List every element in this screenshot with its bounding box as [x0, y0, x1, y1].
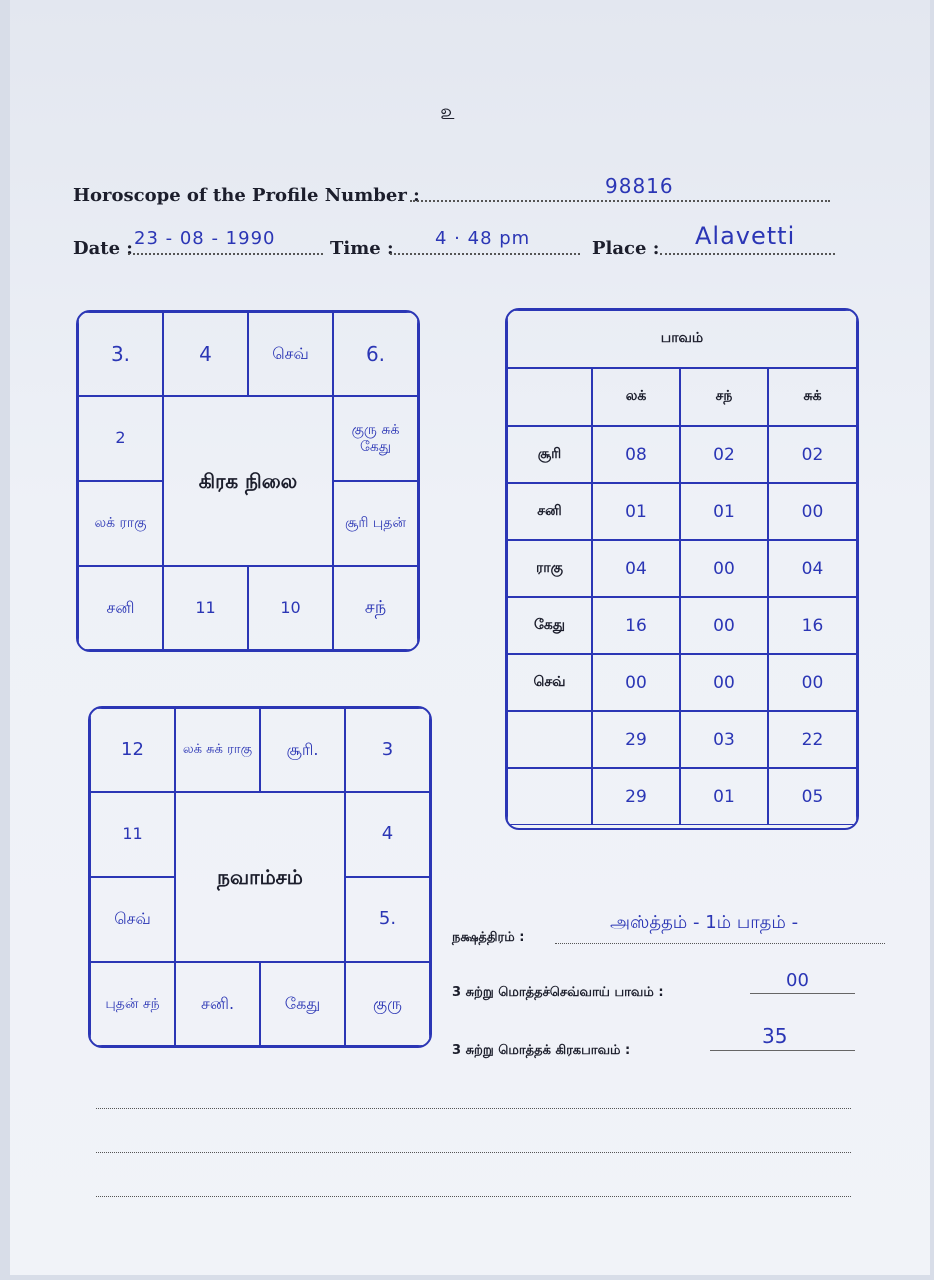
navamsa-cell: புதன் சந் [90, 962, 175, 1046]
table-cell: 00 [680, 597, 768, 654]
date-value: 23 - 08 - 1990 [134, 228, 276, 249]
table-cell: 29 [592, 768, 680, 825]
table-row-label [507, 711, 592, 768]
table-header-cell: லக் [592, 368, 680, 426]
rasi-cell: சூரி புதன் [333, 481, 418, 566]
table-row-label: ராகு [507, 540, 592, 597]
table-cell: 02 [768, 426, 857, 483]
bhava-table-title: பாவம் [507, 310, 857, 368]
blank-line [96, 1108, 851, 1109]
sevvai-line [750, 993, 855, 994]
navamsa-cell: 12 [90, 708, 175, 792]
date-line [128, 253, 323, 255]
table-cell: 05 [768, 768, 857, 825]
rasi-cell: செவ் [248, 312, 333, 396]
table-cell: 01 [592, 483, 680, 540]
navamsa-cell: செவ் [90, 877, 175, 962]
sevvai-value: 00 [786, 970, 809, 991]
table-header-cell: சுக் [768, 368, 857, 426]
time-label: Time : [330, 238, 394, 259]
place-value: Alavetti [695, 222, 796, 250]
kiraga-label: 3 சுற்று மொத்தக் கிரகபாவம் : [452, 1043, 631, 1058]
bhava-table [505, 308, 859, 830]
table-cell: 08 [592, 426, 680, 483]
table-row-label: சனி [507, 483, 592, 540]
rasi-cell: குரு சுக் கேது [333, 396, 418, 481]
rasi-cell: 10 [248, 566, 333, 650]
place-label: Place : [592, 238, 660, 259]
table-row-label [507, 768, 592, 825]
rasi-cell: 4 [163, 312, 248, 396]
rasi-cell: 11 [163, 566, 248, 650]
navamsa-cell: கேது [260, 962, 345, 1046]
kiraga-line [710, 1050, 855, 1051]
sevvai-label: 3 சுற்று மொத்தச்செவ்வாய் பாவம் : [452, 985, 664, 1000]
table-row-label: கேது [507, 597, 592, 654]
form-sheet [10, 0, 930, 1275]
navamsa-cell: சனி. [175, 962, 260, 1046]
navamsa-cell: 3 [345, 708, 430, 792]
table-cell: 04 [592, 540, 680, 597]
nakshatra-value: அஸ்த்தம் - 1ம் பாதம் - [610, 912, 799, 933]
table-cell: 02 [680, 426, 768, 483]
table-cell: 00 [680, 540, 768, 597]
table-header-cell [507, 368, 592, 426]
table-header-cell: சந் [680, 368, 768, 426]
table-cell: 00 [680, 654, 768, 711]
table-cell: 29 [592, 711, 680, 768]
table-cell: 03 [680, 711, 768, 768]
table-cell: 00 [768, 654, 857, 711]
rasi-cell: லக் ராகு [78, 481, 163, 566]
rasi-cell: சந் [333, 566, 418, 650]
table-cell: 01 [680, 483, 768, 540]
place-line [660, 253, 835, 255]
navamsa-cell: 11 [90, 792, 175, 877]
navamsa-cell: 5. [345, 877, 430, 962]
table-cell: 16 [592, 597, 680, 654]
profile-label: Horoscope of the Profile Number : [73, 185, 420, 206]
rasi-chart [76, 310, 420, 652]
time-value: 4 · 48 pm [435, 228, 531, 249]
page-number: ௨ [440, 100, 456, 125]
navamsa-chart [88, 706, 432, 1048]
table-cell: 04 [768, 540, 857, 597]
rasi-cell: 6. [333, 312, 418, 396]
navamsa-cell: குரு [345, 962, 430, 1046]
rasi-cell: 3. [78, 312, 163, 396]
table-cell: 16 [768, 597, 857, 654]
rasi-cell: சனி [78, 566, 163, 650]
time-line [390, 253, 580, 255]
blank-line [96, 1196, 851, 1197]
navamsa-center-label: நவாம்சம் [175, 792, 345, 962]
rasi-cell: 2 [78, 396, 163, 481]
date-label: Date : [73, 238, 133, 259]
nakshatra-label: நக்ஷத்திரம் : [452, 930, 525, 945]
table-cell: 00 [768, 483, 857, 540]
rasi-center-label: கிரக நிலை [163, 396, 333, 566]
blank-line [96, 1152, 851, 1153]
kiraga-value: 35 [762, 1024, 788, 1048]
navamsa-cell: சூரி. [260, 708, 345, 792]
table-cell: 22 [768, 711, 857, 768]
navamsa-cell: 4 [345, 792, 430, 877]
table-row-label: சூரி [507, 426, 592, 483]
table-cell: 00 [592, 654, 680, 711]
profile-line [410, 200, 830, 202]
profile-value: 98816 [605, 174, 674, 198]
table-cell: 01 [680, 768, 768, 825]
table-row-label: செவ் [507, 654, 592, 711]
nakshatra-line [555, 943, 885, 944]
navamsa-cell: லக் சுக் ராகு [175, 708, 260, 792]
